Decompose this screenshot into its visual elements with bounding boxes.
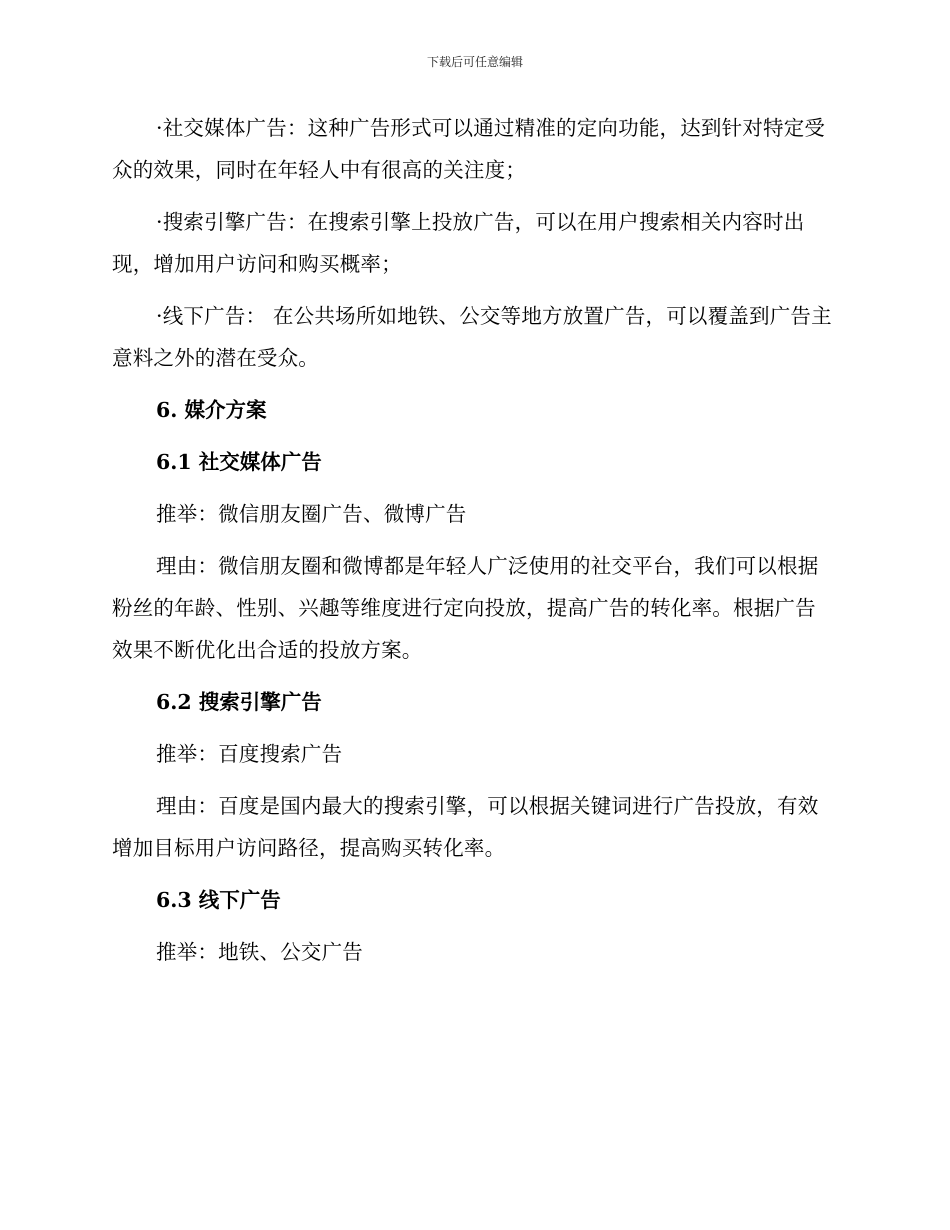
subsection-heading-social-media: 6.1 社交媒体广告 [156, 450, 322, 474]
social-media-reason: 理由：微信朋友圈和微博都是年轻人广泛使用的社交平台，我们可以根据粉丝的年龄、性别、兴趣等维度进行定向投放，提高广告的转化率。根据广告效果不断优化出合适的投放方案。 [112, 554, 819, 662]
page-header: 下载后可任意编辑 [426, 55, 523, 69]
subsection-heading-offline: 6.3 线下广告 [156, 888, 281, 912]
bullet-search-engine-ads: ·搜索引擎广告：在搜索引擎上投放广告，可以在用户搜索相关内容时出现，增加用户访问和购买概率； [112, 210, 805, 276]
search-engine-recommendation: 推举：百度搜索广告 [156, 742, 343, 766]
bullet-social-media-ads: ·社交媒体广告：这种广告形式可以通过精准的定向功能，达到针对特定受众的效果，同时在年轻人中有很高的关注度； [112, 116, 826, 182]
social-media-recommendation: 推举：微信朋友圈广告、微博广告 [156, 502, 467, 526]
section-heading-media-plan: 6. 媒介方案 [156, 398, 267, 422]
bullet-offline-ads: ·线下广告： 在公共场所如地铁、公交等地方放置广告，可以覆盖到广告主意料之外的潜在受众。 [112, 304, 832, 370]
document-body [112, 107, 832, 983]
offline-recommendation: 推举：地铁、公交广告 [156, 940, 363, 964]
search-engine-reason: 理由：百度是国内最大的搜索引擎，可以根据关键词进行广告投放，有效增加目标用户访问路径，提高购买转化率。 [112, 794, 819, 860]
subsection-heading-search-engine: 6.2 搜索引擎广告 [156, 690, 322, 714]
